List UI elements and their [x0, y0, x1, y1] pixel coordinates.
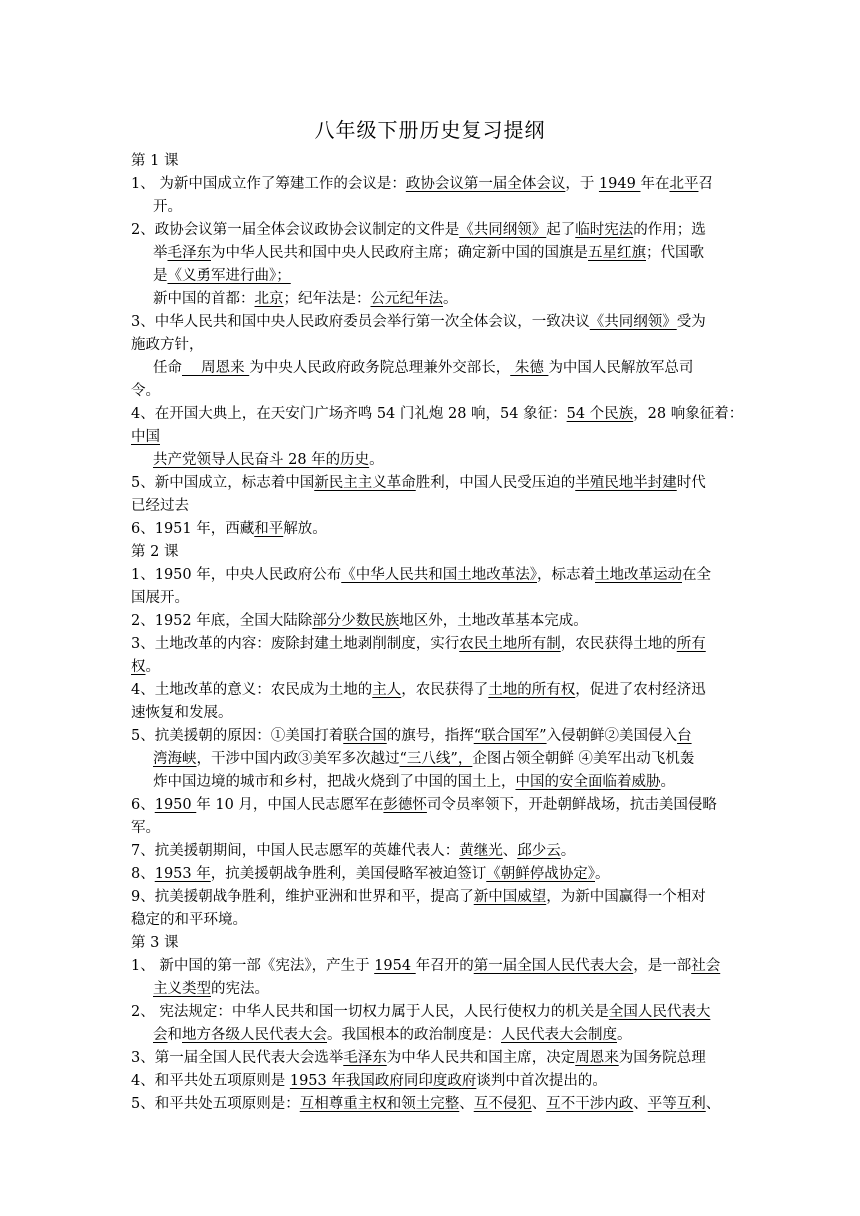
text-segment: 、	[705, 1096, 721, 1112]
underlined-answer: 朱德	[510, 360, 549, 376]
text-segment: 时代	[676, 475, 706, 491]
text-segment: 7、抗美援朝期间，中国人民志愿军的英雄代表人：	[131, 843, 460, 859]
lesson-heading	[131, 541, 731, 564]
text-line	[131, 219, 731, 242]
underlined-answer: 彭德怀	[383, 797, 427, 813]
text-line	[131, 587, 731, 610]
text-line	[131, 518, 731, 541]
underlined-answer: 政协会议第一届全体会议	[405, 176, 566, 192]
underlined-answer: 主人	[372, 682, 402, 698]
lesson-heading	[131, 932, 731, 955]
text-segment: 令。	[131, 383, 160, 399]
text-segment: ，农民获得了	[401, 682, 489, 698]
underlined-answer: 土地改革运动	[595, 567, 682, 583]
text-segment: 。	[660, 774, 675, 790]
underlined-answer: 毛泽东	[167, 245, 211, 261]
text-line	[131, 495, 731, 518]
text-segment: 新中国的首都：	[153, 291, 255, 307]
text-line	[131, 380, 731, 403]
text-segment: 是	[153, 268, 168, 284]
underlined-answer: 五星红旗	[588, 245, 646, 261]
text-segment: 第 2 课	[131, 544, 179, 560]
text-segment: 6、	[131, 797, 155, 813]
underlined-answer: 北京	[254, 291, 284, 307]
underlined-answer: 互相尊重主权和领土完整	[299, 1096, 460, 1112]
text-segment: 受为	[676, 314, 706, 330]
underlined-answer: 《共同纲领》	[589, 314, 677, 330]
text-line	[131, 955, 731, 978]
text-segment: 。	[617, 1027, 632, 1043]
text-segment: 国展开。	[131, 590, 189, 606]
text-line	[131, 1070, 731, 1093]
text-line	[131, 1001, 731, 1024]
text-segment: 年在	[640, 176, 670, 192]
underlined-answer: 中国的安全面临着威胁	[515, 774, 661, 790]
text-segment: 3、土地改革的内容：废除封建土地剥削制度，实行	[131, 636, 460, 652]
underlined-answer: 《朝鲜停战协定》	[486, 866, 595, 882]
text-segment: 胜利，中国人民受压迫的	[415, 475, 576, 491]
underlined-answer: 台	[677, 728, 692, 744]
text-line	[131, 771, 731, 794]
text-segment: 2、 宪法规定：中华人民共和国一切权力属于人民，人民行使权力的机关是	[131, 1004, 609, 1020]
text-segment: 。	[443, 291, 458, 307]
text-line	[131, 196, 731, 219]
text-segment: 5、抗美援朝的原因：①美国打着	[131, 728, 344, 744]
text-segment: 举	[153, 245, 168, 261]
text-segment: 的宪法。	[211, 981, 269, 997]
text-line	[131, 633, 731, 656]
text-line	[131, 610, 731, 633]
text-segment: ，农民获得土地的	[560, 636, 677, 652]
text-line	[131, 426, 731, 449]
text-segment: 军。	[131, 820, 160, 836]
text-line	[131, 679, 731, 702]
text-segment: 和	[167, 1027, 182, 1043]
text-segment: 、	[459, 1096, 474, 1112]
underlined-answer: 新中国威望	[473, 889, 547, 905]
underlined-answer: 共产党领导人民奋斗 28 年的历史	[153, 452, 370, 468]
underlined-answer: 1953 年	[154, 866, 211, 882]
underlined-answer: 所有	[676, 636, 706, 652]
underlined-answer: 土地的所有权	[488, 682, 576, 698]
text-line	[131, 564, 731, 587]
underlined-answer: 《中华人民共和国土地改革法》	[341, 567, 537, 583]
text-segment: 3、中华人民共和国中央人民政府委员会举行第一次全体会议，一致决议	[131, 314, 590, 330]
underlined-answer: 《共同纲领》	[459, 222, 547, 238]
text-segment: 、	[531, 1096, 547, 1112]
underlined-answer: 邱少云	[517, 843, 561, 859]
text-line	[131, 725, 731, 748]
text-line	[131, 1024, 731, 1047]
text-segment: 4、和平共处五项原则是	[131, 1073, 290, 1089]
text-segment: 、	[502, 843, 518, 859]
text-segment: 任命	[153, 360, 182, 376]
underlined-answer: 北平	[669, 176, 699, 192]
underlined-answer: 第一届全国人民代表大会	[473, 958, 634, 974]
text-segment: 。	[560, 843, 576, 859]
text-line	[131, 334, 731, 357]
text-segment: ，是一部	[633, 958, 692, 974]
text-segment: 的作用；选	[633, 222, 706, 238]
underlined-answer: 公元纪年法	[370, 291, 443, 307]
text-segment: 1、 为新中国成立作了筹建工作的会议是：	[131, 176, 406, 192]
text-segment: 1、 新中国的第一部《宪法》，产生于	[131, 958, 375, 974]
underlined-answer: “三八线”，	[399, 751, 473, 767]
text-line	[131, 794, 731, 817]
underlined-answer: 会	[153, 1027, 168, 1043]
text-segment: 炸中国边境的城市和乡村，把战火烧到了中国的国土上，	[153, 774, 516, 790]
text-segment: 、	[633, 1096, 648, 1112]
text-segment: 第 1 课	[131, 153, 179, 169]
text-segment: ；纪年法是：	[283, 291, 371, 307]
text-segment: 起了	[546, 222, 576, 238]
underlined-answer: 临时宪法	[575, 222, 634, 238]
text-segment: 。	[145, 659, 160, 675]
underlined-answer: 周恩来	[182, 360, 250, 376]
text-line	[131, 173, 731, 196]
underlined-answer: 1950	[154, 797, 197, 813]
text-segment: 为中央人民政府政务院总理兼外交部长，	[249, 360, 511, 376]
underlined-answer: 1953 年我国政府同印度政府	[289, 1073, 477, 1089]
text-segment: ，干涉中国内政③美军多次越过	[196, 751, 400, 767]
text-line	[131, 817, 731, 840]
document-title: 八年级下册历史复习提纲	[314, 118, 546, 142]
underlined-answer: 地方各级人民代表大会	[182, 1027, 327, 1043]
underlined-answer: 全国人民代表大	[608, 1004, 711, 1020]
underlined-answer: 主义类型	[153, 981, 211, 997]
text-segment: 的旗号，指挥	[386, 728, 474, 744]
underlined-answer: “联合国军”	[473, 728, 547, 744]
text-line	[131, 863, 731, 886]
underlined-answer: 互不干涉内政	[546, 1096, 634, 1112]
text-segment: 年 10 月，中国人民志愿军在	[196, 797, 384, 813]
text-segment: 地区外，土地改革基本完成。	[399, 613, 588, 629]
text-line	[131, 909, 731, 932]
text-segment: 为中华人民共和国主席，决定	[386, 1050, 576, 1066]
text-segment: ，促进了农村经济迅	[575, 682, 706, 698]
text-segment: ，抗美援朝战争胜利，美国侵略军被迫签订	[210, 866, 487, 882]
text-line	[131, 288, 731, 311]
underlined-answer: 人民代表大会制度	[501, 1027, 617, 1043]
text-segment: 。我国根本的政治制度是：	[327, 1027, 501, 1043]
underlined-answer: 周恩来	[575, 1050, 619, 1066]
text-segment: 司令员率领下，开赴朝鲜战场，抗击美国侵略	[426, 797, 717, 813]
underlined-answer: 联合国	[343, 728, 387, 744]
text-line	[131, 403, 744, 426]
text-line	[131, 886, 731, 909]
underlined-answer: 农民土地所有制	[459, 636, 561, 652]
text-line	[131, 748, 731, 771]
text-segment: 4、土地改革的意义：农民成为土地的	[131, 682, 373, 698]
text-segment: 稳定的和平环境。	[131, 912, 247, 928]
text-line	[131, 311, 731, 334]
text-segment: 6、1951 年，西藏	[131, 521, 255, 537]
text-segment: 9、抗美援朝战争胜利，维护亚洲和世界和平，提高了	[131, 889, 474, 905]
text-segment: 为中国人民解放军总司	[548, 360, 694, 376]
underlined-answer: 和平	[254, 521, 284, 537]
text-segment: 召	[698, 176, 713, 192]
text-segment: 。	[595, 866, 610, 882]
lesson-heading	[131, 150, 731, 173]
text-segment: ，于	[565, 176, 599, 192]
text-segment: 2、1952 年底，全国大陆除	[131, 613, 313, 629]
text-segment: 为中华人民共和国中央人民政府主席；确定新中国的国旗是	[211, 245, 588, 261]
underlined-answer: 部分少数民族	[312, 613, 400, 629]
text-segment: 5、新中国成立，标志着中国	[131, 475, 315, 491]
underlined-answer: 新民主主义革命	[314, 475, 416, 491]
text-line	[131, 978, 731, 1001]
underlined-answer: 权	[131, 659, 146, 675]
text-line	[131, 265, 731, 288]
text-line	[131, 656, 731, 679]
text-segment: ；代国歌	[646, 245, 704, 261]
text-segment: 8、	[131, 866, 155, 882]
text-segment: 。	[369, 452, 384, 468]
text-segment: 企图占领全朝鲜 ④美军出动飞机轰	[472, 751, 695, 767]
text-line	[131, 1093, 731, 1116]
underlined-answer: 互不侵犯	[473, 1096, 532, 1112]
text-line	[131, 357, 731, 380]
text-line	[131, 449, 731, 472]
text-segment: ，为新中国赢得一个相对	[546, 889, 706, 905]
underlined-answer: 54 个民族	[566, 406, 634, 422]
text-segment: 在全	[682, 567, 711, 583]
underlined-answer: 1954	[374, 958, 416, 974]
text-line	[131, 472, 731, 495]
text-line	[131, 1047, 731, 1070]
underlined-answer: 社会	[691, 958, 721, 974]
underlined-answer: 黄继光	[459, 843, 503, 859]
underlined-answer: 湾海峡	[153, 751, 197, 767]
underlined-answer: 平等互利	[647, 1096, 706, 1112]
text-line	[131, 242, 731, 265]
text-segment: 已经过去	[131, 498, 189, 514]
text-segment: 3、第一届全国人民代表大会选举	[131, 1050, 344, 1066]
text-segment: 2、政协会议第一届全体会议政协会议制定的文件是	[131, 222, 460, 238]
text-segment: 为国务院总理	[618, 1050, 706, 1066]
document-body	[131, 150, 744, 1116]
text-segment: 开。	[153, 199, 182, 215]
text-segment: ，标志着	[537, 567, 595, 583]
underlined-answer: 中国	[131, 429, 160, 445]
text-segment: 5、和平共处五项原则是：	[131, 1096, 300, 1112]
text-segment: 年召开的	[415, 958, 474, 974]
text-segment: 解放。	[283, 521, 327, 537]
text-segment: 4、在开国大典上，在天安门广场齐鸣 54 门礼炮 28 响，54 象征：	[131, 406, 567, 422]
underlined-answer: 1949	[598, 176, 641, 192]
underlined-answer: 《义勇军进行曲》；	[167, 268, 291, 284]
text-segment: 入侵朝鲜②美国侵入	[546, 728, 678, 744]
text-segment: 谈判中首次提出的。	[476, 1073, 607, 1089]
text-segment: 第 3 课	[131, 935, 179, 951]
text-line	[131, 702, 731, 725]
text-segment: ，28 响象征着：	[633, 406, 744, 422]
underlined-answer: 半殖民地半封建	[575, 475, 677, 491]
underlined-answer: 毛泽东	[343, 1050, 387, 1066]
text-segment: 速恢复和发展。	[131, 705, 233, 721]
text-segment: 1、1950 年，中央人民政府公布	[131, 567, 342, 583]
text-segment: 施政方针，	[131, 337, 204, 353]
text-line	[131, 840, 731, 863]
